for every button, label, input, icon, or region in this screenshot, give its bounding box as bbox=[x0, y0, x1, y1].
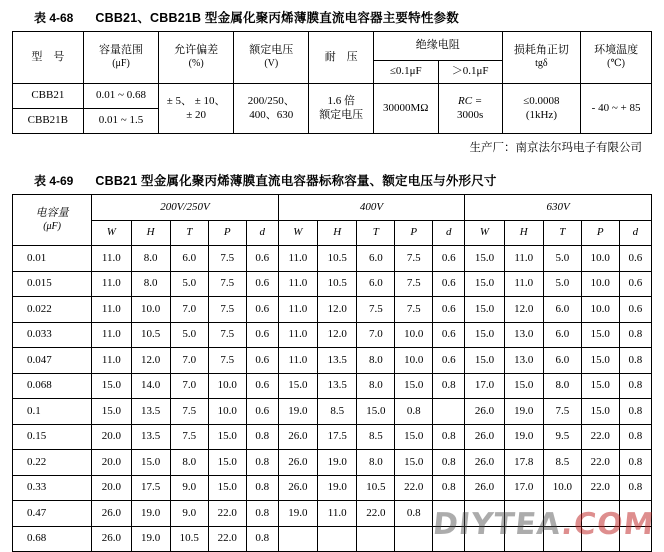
header-dim-p: P bbox=[395, 221, 433, 246]
cell-dim: 7.5 bbox=[543, 399, 581, 425]
cell-dim: 26.0 bbox=[465, 450, 504, 476]
table-row bbox=[13, 450, 652, 476]
table-row bbox=[13, 246, 652, 272]
cell-dim: 13.5 bbox=[131, 399, 170, 425]
cell-dim: 7.0 bbox=[357, 322, 395, 348]
cell-dim: 19.0 bbox=[131, 526, 170, 552]
cell-dim: 0.8 bbox=[246, 501, 278, 527]
cell-dim: 7.5 bbox=[208, 271, 246, 297]
cell-dim: 10.0 bbox=[581, 246, 619, 272]
cell-dim bbox=[318, 526, 357, 552]
cell-dim: 0.6 bbox=[433, 297, 465, 323]
cell-dim: 8.5 bbox=[543, 450, 581, 476]
cell-dim: 11.0 bbox=[92, 348, 131, 374]
cell-dim: 15.0 bbox=[208, 450, 246, 476]
cell-dim: 15.0 bbox=[465, 348, 504, 374]
cell-dim: 0.6 bbox=[246, 348, 278, 374]
cell-dim: 5.0 bbox=[170, 271, 208, 297]
cell-dim: 19.0 bbox=[318, 450, 357, 476]
header-loss bbox=[502, 32, 581, 84]
header-dim-d: d bbox=[433, 221, 465, 246]
cell-dim: 26.0 bbox=[465, 424, 504, 450]
cell-dim: 0.8 bbox=[619, 373, 651, 399]
cell-dim: 7.5 bbox=[208, 297, 246, 323]
table-row bbox=[13, 297, 652, 323]
header-model: 型 号 bbox=[13, 32, 84, 84]
cell-dim: 15.0 bbox=[465, 297, 504, 323]
cell-dim: 0.6 bbox=[246, 373, 278, 399]
cell-dim: 0.8 bbox=[619, 424, 651, 450]
table-4-68 bbox=[12, 31, 652, 134]
cell-dim bbox=[619, 526, 651, 552]
table-row bbox=[13, 322, 652, 348]
cell-dim: 0.8 bbox=[433, 373, 465, 399]
cell-dim: 0.6 bbox=[246, 399, 278, 425]
cell-dim: 5.0 bbox=[543, 271, 581, 297]
header-dim-d: d bbox=[246, 221, 278, 246]
cell-dim: 17.0 bbox=[504, 475, 543, 501]
cell-model: CBB21 bbox=[13, 84, 84, 109]
table-row bbox=[13, 424, 652, 450]
cell-dim: 0.6 bbox=[246, 297, 278, 323]
cell-dim: 20.0 bbox=[92, 450, 131, 476]
cell-tolerance bbox=[159, 84, 234, 134]
cell-dim: 8.5 bbox=[357, 424, 395, 450]
cell-dim: 10.5 bbox=[357, 475, 395, 501]
cell-capacitance: 0.033 bbox=[13, 322, 92, 348]
cell-dim: 15.0 bbox=[581, 373, 619, 399]
cell-rated-voltage bbox=[234, 84, 309, 134]
cell-dim: 17.8 bbox=[504, 450, 543, 476]
cell-dim: 15.0 bbox=[357, 399, 395, 425]
header-group-200-250v: 200V/250V bbox=[92, 195, 279, 221]
cell-dim: 19.0 bbox=[131, 501, 170, 527]
cell-dim: 0.6 bbox=[246, 246, 278, 272]
header-loss-unit: tgδ bbox=[535, 58, 548, 70]
cell-dim: 8.0 bbox=[357, 450, 395, 476]
cell-dim: 0.6 bbox=[433, 246, 465, 272]
cell-dim: 22.0 bbox=[395, 475, 433, 501]
cell-dim bbox=[395, 526, 433, 552]
cell-dim bbox=[581, 526, 619, 552]
cell-dim: 26.0 bbox=[278, 450, 317, 476]
cell-dim: 5.0 bbox=[543, 246, 581, 272]
cell-dim bbox=[433, 526, 465, 552]
header-dim-t: T bbox=[170, 221, 208, 246]
cell-dim: 13.5 bbox=[131, 424, 170, 450]
cell-tolerance-line1: ± 5、 ± 10、 bbox=[166, 94, 226, 107]
cell-capacitance: 0.47 bbox=[13, 501, 92, 527]
cell-dim: 9.0 bbox=[170, 501, 208, 527]
header-insulation-a: ≤0.1μF bbox=[373, 61, 438, 84]
cell-dim: 11.0 bbox=[278, 348, 317, 374]
cell-capacitance: 0.33 bbox=[13, 475, 92, 501]
table-4-69-caption bbox=[0, 171, 664, 189]
cell-cap-range: 0.01 ~ 1.5 bbox=[83, 109, 159, 134]
cell-dim: 13.0 bbox=[504, 322, 543, 348]
cell-dim: 19.0 bbox=[278, 501, 317, 527]
cell-dim: 15.0 bbox=[395, 373, 433, 399]
table-4-69-title: CBB21 型金属化聚丙烯薄膜直流电容器标称容量、额定电压与外形尺寸 bbox=[95, 174, 497, 188]
cell-model: CBB21B bbox=[13, 109, 84, 134]
cell-dim: 0.8 bbox=[246, 424, 278, 450]
header-dim-t: T bbox=[357, 221, 395, 246]
header-dim-h: H bbox=[131, 221, 170, 246]
cell-dim: 7.0 bbox=[170, 297, 208, 323]
header-cap-range-label: 容量范围 bbox=[98, 44, 143, 57]
cell-cap-range: 0.01 ~ 0.68 bbox=[83, 84, 159, 109]
header-capacitance-label: 电容量 bbox=[35, 207, 69, 220]
cell-dim: 11.0 bbox=[278, 246, 317, 272]
cell-dim: 7.5 bbox=[357, 297, 395, 323]
cell-dim: 0.8 bbox=[395, 399, 433, 425]
cell-dim: 15.0 bbox=[504, 373, 543, 399]
table-row bbox=[13, 475, 652, 501]
table-row bbox=[13, 348, 652, 374]
cell-dim: 19.0 bbox=[504, 399, 543, 425]
cell-dim: 15.0 bbox=[395, 450, 433, 476]
cell-dim bbox=[433, 501, 465, 527]
cell-dim bbox=[581, 501, 619, 527]
cell-dim: 26.0 bbox=[278, 424, 317, 450]
cell-dim: 7.5 bbox=[170, 424, 208, 450]
cell-dim: 6.0 bbox=[543, 322, 581, 348]
cell-rated-voltage-line1: 200/250、 bbox=[247, 94, 295, 107]
cell-dim: 15.0 bbox=[92, 373, 131, 399]
cell-insulation-a: 30000MΩ bbox=[373, 84, 438, 134]
table-4-69-number: 表 4-69 bbox=[34, 174, 74, 188]
cell-dim: 15.0 bbox=[465, 246, 504, 272]
header-dim-p: P bbox=[208, 221, 246, 246]
cell-dim: 10.5 bbox=[318, 246, 357, 272]
cell-dim: 15.0 bbox=[465, 271, 504, 297]
cell-dim: 0.6 bbox=[246, 271, 278, 297]
header-dim-h: H bbox=[504, 221, 543, 246]
cell-dim bbox=[357, 526, 395, 552]
header-group-400v: 400V bbox=[278, 195, 465, 221]
header-rated-voltage bbox=[234, 32, 309, 84]
cell-dim: 0.8 bbox=[433, 450, 465, 476]
header-tolerance-unit: (%) bbox=[188, 58, 204, 70]
cell-dim: 22.0 bbox=[208, 501, 246, 527]
cell-dim: 22.0 bbox=[357, 501, 395, 527]
cell-dim: 7.5 bbox=[395, 271, 433, 297]
cell-dim: 17.5 bbox=[318, 424, 357, 450]
cell-withstand-line1: 1.6 倍 bbox=[327, 94, 355, 107]
cell-dim bbox=[465, 501, 504, 527]
cell-dim: 17.0 bbox=[465, 373, 504, 399]
cell-dim: 26.0 bbox=[465, 399, 504, 425]
cell-dim: 7.0 bbox=[170, 373, 208, 399]
cell-dim: 11.0 bbox=[92, 271, 131, 297]
header-cap-range-unit: (μF) bbox=[112, 58, 130, 70]
watermark-text-1: DIYTEA bbox=[430, 507, 564, 542]
cell-dim: 10.5 bbox=[170, 526, 208, 552]
cell-dim: 22.0 bbox=[581, 475, 619, 501]
cell-dim: 15.0 bbox=[395, 424, 433, 450]
cell-dim: 22.0 bbox=[208, 526, 246, 552]
cell-insulation-b bbox=[438, 84, 502, 134]
cell-dim: 11.0 bbox=[92, 297, 131, 323]
header-dim-d: d bbox=[619, 221, 651, 246]
document-page bbox=[0, 8, 664, 548]
cell-dim: 26.0 bbox=[465, 475, 504, 501]
header-insulation-b: ＞0.1μF bbox=[438, 61, 502, 84]
header-dim-w: W bbox=[278, 221, 317, 246]
table-4-68-title: CBB21、CBB21B 型金属化聚丙烯薄膜直流电容器主要特性参数 bbox=[95, 11, 459, 25]
cell-dim: 19.0 bbox=[504, 424, 543, 450]
cell-capacitance: 0.22 bbox=[13, 450, 92, 476]
cell-dim: 6.0 bbox=[357, 246, 395, 272]
cell-dim: 8.0 bbox=[357, 373, 395, 399]
cell-capacitance: 0.068 bbox=[13, 373, 92, 399]
cell-dim: 11.0 bbox=[278, 322, 317, 348]
cell-capacitance: 0.68 bbox=[13, 526, 92, 552]
cell-dim: 0.8 bbox=[619, 399, 651, 425]
cell-tolerance-line2: ± 20 bbox=[186, 108, 207, 121]
cell-dim: 22.0 bbox=[581, 450, 619, 476]
cell-dim: 8.0 bbox=[131, 246, 170, 272]
cell-dim: 7.5 bbox=[395, 297, 433, 323]
cell-dim: 7.5 bbox=[208, 322, 246, 348]
cell-dim: 0.6 bbox=[433, 348, 465, 374]
header-insulation: 绝缘电阻 bbox=[373, 32, 502, 61]
cell-rated-voltage-line2: 400、630 bbox=[249, 108, 294, 121]
cell-dim: 0.6 bbox=[619, 271, 651, 297]
cell-capacitance: 0.1 bbox=[13, 399, 92, 425]
table-4-68-number: 表 4-68 bbox=[34, 11, 74, 25]
cell-dim: 7.5 bbox=[208, 246, 246, 272]
cell-capacitance: 0.015 bbox=[13, 271, 92, 297]
cell-dim bbox=[465, 526, 504, 552]
table-4-68-caption bbox=[0, 8, 664, 26]
cell-dim: 11.0 bbox=[318, 501, 357, 527]
cell-dim: 6.0 bbox=[543, 348, 581, 374]
cell-dim: 8.0 bbox=[357, 348, 395, 374]
cell-dim: 11.0 bbox=[504, 271, 543, 297]
cell-withstand bbox=[309, 84, 373, 134]
cell-dim: 11.0 bbox=[278, 271, 317, 297]
table-row bbox=[13, 399, 652, 425]
cell-withstand-line2: 额定电压 bbox=[319, 108, 364, 121]
cell-dim: 10.0 bbox=[208, 399, 246, 425]
header-withstand: 耐 压 bbox=[309, 32, 373, 84]
cell-dim: 7.0 bbox=[170, 348, 208, 374]
cell-dim: 6.0 bbox=[170, 246, 208, 272]
cell-dim: 11.0 bbox=[504, 246, 543, 272]
cell-dim: 8.0 bbox=[170, 450, 208, 476]
cell-dim: 15.0 bbox=[581, 399, 619, 425]
header-dim-p: P bbox=[581, 221, 619, 246]
cell-dim: 19.0 bbox=[278, 399, 317, 425]
cell-dim: 12.0 bbox=[318, 297, 357, 323]
cell-dim: 10.0 bbox=[581, 271, 619, 297]
cell-dim: 7.5 bbox=[208, 348, 246, 374]
header-capacitance-unit: (μF) bbox=[43, 220, 61, 232]
header-group-630v: 630V bbox=[465, 195, 652, 221]
header-temp bbox=[581, 32, 652, 84]
cell-dim: 26.0 bbox=[92, 526, 131, 552]
cell-dim: 11.0 bbox=[92, 322, 131, 348]
cell-dim: 0.8 bbox=[619, 322, 651, 348]
cell-dim: 0.8 bbox=[433, 424, 465, 450]
table-row bbox=[13, 501, 652, 527]
cell-dim: 6.0 bbox=[357, 271, 395, 297]
cell-dim: 11.0 bbox=[92, 246, 131, 272]
header-dim-t: T bbox=[543, 221, 581, 246]
header-rated-voltage-label: 额定电压 bbox=[249, 44, 294, 57]
cell-dim: 12.0 bbox=[504, 297, 543, 323]
cell-dim: 7.5 bbox=[170, 399, 208, 425]
header-loss-label: 损耗角正切 bbox=[513, 44, 569, 57]
table-4-69 bbox=[12, 194, 652, 552]
cell-dim: 10.0 bbox=[543, 475, 581, 501]
cell-dim: 10.0 bbox=[581, 297, 619, 323]
table-4-69-dim-header-row bbox=[13, 221, 652, 246]
cell-dim: 13.5 bbox=[318, 373, 357, 399]
cell-dim: 26.0 bbox=[92, 501, 131, 527]
cell-dim bbox=[543, 526, 581, 552]
cell-dim: 7.5 bbox=[395, 246, 433, 272]
cell-dim: 15.0 bbox=[208, 475, 246, 501]
cell-dim: 0.8 bbox=[246, 450, 278, 476]
header-dim-h: H bbox=[318, 221, 357, 246]
cell-dim bbox=[504, 501, 543, 527]
cell-dim: 20.0 bbox=[92, 424, 131, 450]
table-row bbox=[13, 373, 652, 399]
cell-dim: 0.6 bbox=[433, 271, 465, 297]
cell-dim: 11.0 bbox=[278, 297, 317, 323]
cell-dim: 12.0 bbox=[131, 348, 170, 374]
cell-dim: 22.0 bbox=[581, 424, 619, 450]
cell-dim: 10.5 bbox=[318, 271, 357, 297]
cell-dim: 15.0 bbox=[92, 399, 131, 425]
cell-dim: 15.0 bbox=[581, 348, 619, 374]
cell-dim: 17.5 bbox=[131, 475, 170, 501]
cell-dim: 15.0 bbox=[581, 322, 619, 348]
header-dim-w: W bbox=[465, 221, 504, 246]
producer-note: 生产厂：南京法尔玛电子有限公司 bbox=[469, 142, 642, 154]
cell-dim: 15.0 bbox=[208, 424, 246, 450]
cell-dim: 0.8 bbox=[246, 475, 278, 501]
cell-dim: 0.8 bbox=[619, 450, 651, 476]
cell-dim: 26.0 bbox=[278, 475, 317, 501]
cell-dim bbox=[504, 526, 543, 552]
cell-insulation-b-line2: 3000s bbox=[456, 108, 484, 121]
cell-capacitance: 0.15 bbox=[13, 424, 92, 450]
watermark-text-2: .COM bbox=[559, 507, 656, 542]
cell-dim: 0.8 bbox=[619, 348, 651, 374]
table-row bbox=[13, 271, 652, 297]
cell-dim: 15.0 bbox=[131, 450, 170, 476]
cell-dim: 0.6 bbox=[433, 322, 465, 348]
cell-dim bbox=[278, 526, 317, 552]
cell-dim: 15.0 bbox=[278, 373, 317, 399]
cell-loss-line2: (1kHz) bbox=[525, 108, 557, 121]
cell-dim: 0.8 bbox=[395, 501, 433, 527]
cell-dim: 5.0 bbox=[170, 322, 208, 348]
cell-dim: 13.5 bbox=[318, 348, 357, 374]
cell-dim: 8.5 bbox=[318, 399, 357, 425]
header-tolerance-label: 允许偏差 bbox=[174, 44, 219, 57]
header-temp-unit: (℃) bbox=[607, 58, 626, 70]
cell-dim bbox=[543, 501, 581, 527]
cell-capacitance: 0.01 bbox=[13, 246, 92, 272]
table-row bbox=[13, 84, 652, 109]
cell-dim: 6.0 bbox=[543, 297, 581, 323]
cell-loss-line1: ≤0.0008 bbox=[523, 94, 560, 107]
header-temp-label: 环境温度 bbox=[594, 44, 639, 57]
cell-dim: 0.8 bbox=[433, 475, 465, 501]
cell-dim: 9.5 bbox=[543, 424, 581, 450]
cell-dim: 10.5 bbox=[131, 322, 170, 348]
cell-dim: 20.0 bbox=[92, 475, 131, 501]
cell-dim bbox=[433, 399, 465, 425]
cell-dim: 13.0 bbox=[504, 348, 543, 374]
cell-dim: 15.0 bbox=[465, 322, 504, 348]
cell-dim: 10.0 bbox=[395, 322, 433, 348]
header-capacitance bbox=[13, 195, 92, 246]
cell-dim: 0.8 bbox=[619, 475, 651, 501]
cell-dim: 8.0 bbox=[131, 271, 170, 297]
cell-temp: - 40 ~ + 85 bbox=[581, 84, 652, 134]
cell-loss bbox=[502, 84, 581, 134]
table-row bbox=[13, 526, 652, 552]
cell-dim: 12.0 bbox=[318, 322, 357, 348]
cell-dim: 8.0 bbox=[543, 373, 581, 399]
table-4-68-header-row bbox=[13, 32, 652, 61]
header-tolerance bbox=[159, 32, 234, 84]
cell-dim: 0.6 bbox=[246, 322, 278, 348]
cell-dim: 0.6 bbox=[619, 246, 651, 272]
cell-dim: 9.0 bbox=[170, 475, 208, 501]
header-cap-range bbox=[83, 32, 159, 84]
cell-dim: 0.6 bbox=[619, 297, 651, 323]
table-4-69-group-header-row bbox=[13, 195, 652, 221]
cell-dim: 10.0 bbox=[131, 297, 170, 323]
header-dim-w: W bbox=[92, 221, 131, 246]
cell-dim bbox=[619, 501, 651, 527]
cell-insulation-b-line1: RC = bbox=[458, 94, 483, 107]
cell-dim: 14.0 bbox=[131, 373, 170, 399]
cell-dim: 19.0 bbox=[318, 475, 357, 501]
cell-dim: 10.0 bbox=[395, 348, 433, 374]
cell-capacitance: 0.022 bbox=[13, 297, 92, 323]
cell-dim: 10.0 bbox=[208, 373, 246, 399]
header-rated-voltage-unit: (V) bbox=[264, 58, 279, 70]
cell-dim: 0.8 bbox=[246, 526, 278, 552]
cell-capacitance: 0.047 bbox=[13, 348, 92, 374]
